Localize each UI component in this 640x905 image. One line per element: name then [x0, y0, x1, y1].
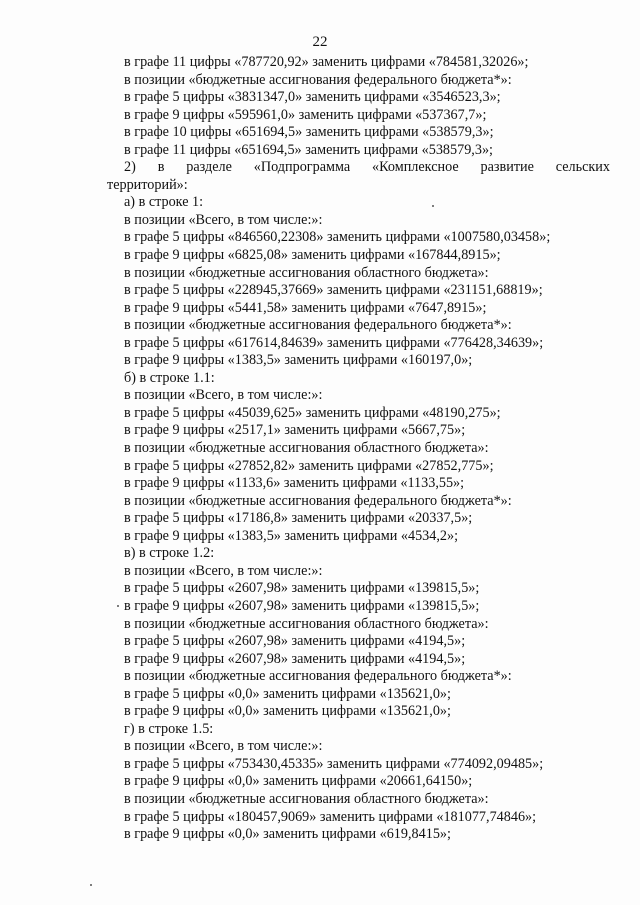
- text-line: в графе 5 цифры «617614,84639» заменить цифрами «776428,34639»;: [124, 334, 544, 351]
- text-line: в позиции «бюджетные ассигнования областного бюджета»:: [124, 264, 489, 281]
- page-number: 22: [312, 34, 328, 50]
- text-line: в графе 9 цифры «1133,6» заменить цифрами «1133,55»;: [124, 475, 465, 492]
- text-line: в графе 5 цифры «228945,37669» заменить цифрами «231151,68819»;: [124, 282, 543, 299]
- text-line: в позиции «бюджетные ассигнования федерального бюджета*»:: [124, 492, 512, 509]
- text-line: в графе 9 цифры «595961,0» заменить цифрами «537367,7»;: [124, 106, 487, 123]
- text-line: в графе 9 цифры «2517,1» заменить цифрами «5667,75»;: [124, 422, 466, 439]
- text-line: территорий»:: [107, 176, 188, 193]
- text-line: в графе 5 цифры «846560,22308» заменить цифрами «1007580,03458»;: [124, 229, 551, 246]
- text-line: в графе 9 цифры «2607,98» заменить цифрами «139815,5»;: [124, 597, 480, 614]
- text-line: в графе 9 цифры «1383,5» заменить цифрами «160197,0»;: [124, 352, 473, 369]
- text-line: в позиции «Всего, в том числе:»:: [124, 738, 323, 755]
- text-line: в графе 9 цифры «5441,58» заменить цифрами «7647,8915»;: [124, 299, 487, 316]
- text-line: в позиции «бюджетные ассигнования областного бюджета»:: [124, 790, 489, 807]
- text-line: в) в строке 1.2:: [124, 545, 215, 562]
- text-line: в графе 9 цифры «1383,5» заменить цифрами «4534,2»;: [124, 527, 459, 544]
- scan-speck: [432, 205, 434, 207]
- text-line: в графе 5 цифры «180457,9069» заменить цифрами «181077,74846»;: [124, 808, 537, 825]
- text-line: в графе 5 цифры «0,0» заменить цифрами «135621,0»;: [124, 685, 451, 702]
- text-line: в графе 11 цифры «787720,92» заменить цифрами «784581,32026»;: [124, 54, 529, 70]
- text-line: б) в строке 1.1:: [124, 369, 215, 386]
- text-line: в позиции «бюджетные ассигнования областного бюджета»:: [124, 440, 489, 457]
- text-line: в графе 5 цифры «2607,98» заменить цифрами «4194,5»;: [124, 633, 466, 650]
- text-line: в графе 9 цифры «0,0» заменить цифрами «20661,64150»;: [124, 773, 473, 790]
- text-line: в позиции «Всего, в том числе:»:: [124, 211, 323, 228]
- text-line: в графе 9 цифры «2607,98» заменить цифрами «4194,5»;: [124, 650, 466, 667]
- text-line: в графе 11 цифры «651694,5» заменить цифрами «538579,3»;: [124, 141, 493, 158]
- text-line: в графе 5 цифры «2607,98» заменить цифрами «139815,5»;: [124, 580, 480, 597]
- text-line: в графе 5 цифры «753430,45335» заменить цифрами «774092,09485»;: [124, 755, 544, 772]
- text-line: в позиции «Всего, в том числе:»:: [124, 387, 323, 404]
- scan-speck: [90, 884, 92, 886]
- text-line: в позиции «бюджетные ассигнования областного бюджета»:: [124, 615, 489, 632]
- text-line: в позиции «бюджетные ассигнования федерального бюджета*»:: [124, 317, 512, 334]
- text-line: в графе 9 цифры «6825,08» заменить цифрами «167844,8915»;: [124, 247, 501, 264]
- document-body: [107, 54, 610, 844]
- text-line: в графе 9 цифры «0,0» заменить цифрами «619,8415»;: [124, 826, 451, 843]
- text-line: г) в строке 1.5:: [124, 720, 214, 737]
- text-line: в графе 5 цифры «17186,8» заменить цифрами «20337,5»;: [124, 510, 473, 527]
- text-line: в графе 5 цифры «3831347,0» заменить цифрами «3546523,3»;: [124, 89, 501, 106]
- text-line: в графе 9 цифры «0,0» заменить цифрами «135621,0»;: [124, 703, 451, 720]
- text-line: а) в строке 1:: [124, 194, 204, 211]
- text-line: в графе 5 цифры «45039,625» заменить цифрами «48190,275»;: [124, 404, 501, 421]
- scan-speck: [117, 605, 119, 607]
- text-line: в позиции «Всего, в том числе:»:: [124, 562, 323, 579]
- text-line: в позиции «бюджетные ассигнования федерального бюджета*»:: [124, 71, 512, 88]
- text-line: в графе 10 цифры «651694,5» заменить цифрами «538579,3»;: [124, 124, 494, 141]
- text-line: в позиции «бюджетные ассигнования федерального бюджета*»:: [124, 668, 512, 685]
- text-line: 2) в разделе «Подпрограмма «Комплексное развитие сельских: [124, 159, 610, 176]
- text-line: в графе 5 цифры «27852,82» заменить цифрами «27852,775»;: [124, 457, 494, 474]
